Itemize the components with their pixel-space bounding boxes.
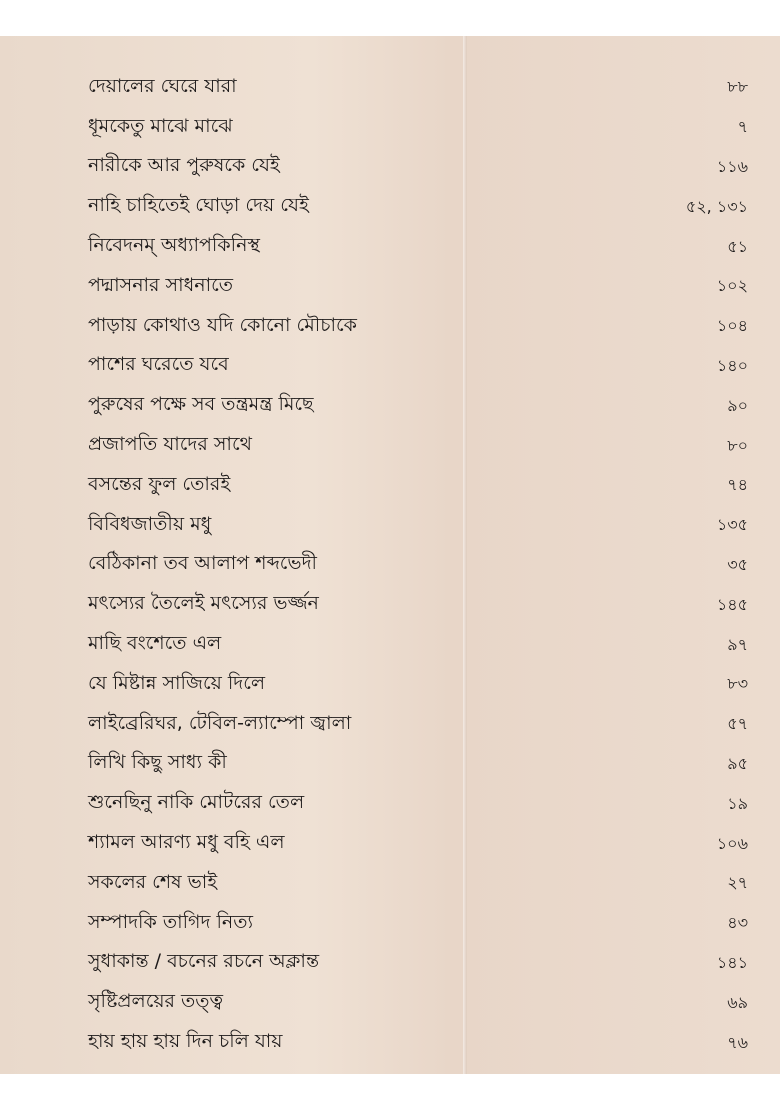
- entry-title: লাইব্রেরিঘর, টেবিল-ল্যাম্পো জ্বালা: [88, 711, 352, 734]
- entry-page-number: ৯০: [727, 395, 748, 415]
- entry-page-number: ৯৫: [727, 753, 748, 773]
- entry-title: নিবেদনম্‌ অধ্যাপকিনিস্থ: [88, 234, 260, 257]
- entry-page-number: ১৩৫: [716, 515, 748, 535]
- entry-page-number: ১৪০: [716, 355, 748, 375]
- entry-page-number: ১০৬: [716, 833, 748, 853]
- index-entry: [88, 466, 750, 506]
- index-entry: [88, 864, 750, 904]
- entry-title: মৎস্যের তৈলেই মৎস্যের ভর্জ্জন: [88, 592, 319, 615]
- entry-title: প্রজাপতি যাদের সাথে: [88, 433, 252, 456]
- index-entry: [88, 625, 750, 665]
- index-entry: [88, 745, 750, 785]
- entry-title: হায় হায় হায় দিন চলি যায়: [88, 1030, 283, 1053]
- entry-page-number: ৯৭: [727, 634, 748, 654]
- entry-title: বসন্তের ফুল তোরই: [88, 472, 231, 495]
- index-entry: [88, 227, 750, 267]
- index-entry: [88, 267, 750, 307]
- index-entry: [88, 347, 750, 387]
- entry-page-number: ৮০: [727, 435, 748, 455]
- index-entry: [88, 148, 750, 188]
- entry-page-number: ১৪৫: [716, 594, 748, 614]
- entry-page-number: ১০৪: [716, 316, 748, 336]
- entry-page-number: ১৪১: [716, 952, 748, 972]
- entry-title: নাহি চাহিতেই ঘোড়া দেয় যেই: [88, 194, 309, 217]
- entry-page-number: ৮৮: [727, 77, 748, 97]
- entry-page-number: ৬৯: [727, 992, 748, 1012]
- entry-title: বিবিধজাতীয় মধু: [88, 512, 212, 535]
- index-entry: [88, 1023, 750, 1063]
- book-page: [0, 36, 780, 1074]
- index-entry: [88, 585, 750, 625]
- index-entry: [88, 665, 750, 705]
- entry-title: মাছি বংশেতে এল: [88, 632, 222, 655]
- index-entry: [88, 386, 750, 426]
- entry-title: পাড়ায় কোথাও যদি কোনো মৌচাকে: [88, 313, 357, 336]
- entry-page-number: ৫৭: [727, 714, 748, 734]
- entry-page-number: ৭৪: [727, 475, 748, 495]
- entry-page-number: ৫২, ১৩১: [685, 196, 748, 216]
- entry-title: পাশের ঘরেতে যবে: [88, 353, 229, 376]
- entry-title: পুরুষের পক্ষে সব তন্ত্রমন্ত্র মিছে: [88, 393, 314, 416]
- entry-page-number: ৭: [737, 117, 748, 137]
- entry-title: পদ্মাসনার সাধনাতে: [88, 273, 233, 296]
- entry-title: শুনেছিনু নাকি মোটরের তেল: [88, 791, 305, 814]
- index-entry: [88, 187, 750, 227]
- entry-page-number: ২৭: [727, 873, 748, 893]
- entry-title: ধূমকেতু মাঝে মাঝে: [88, 114, 233, 137]
- entry-page-number: ১১৬: [716, 156, 748, 176]
- entry-page-number: ১০২: [716, 276, 748, 296]
- entry-page-number: ৫১: [727, 236, 748, 256]
- entry-page-number: ৮৩: [727, 674, 748, 694]
- entry-page-number: ৭৬: [727, 1032, 748, 1052]
- index-entry: [88, 546, 750, 586]
- index-entry: [88, 68, 750, 108]
- index-entry: [88, 944, 750, 984]
- index-entry: [88, 108, 750, 148]
- entry-title: সুধাকান্ত / বচনের রচনে অক্লান্ত: [88, 950, 320, 973]
- index-entry: [88, 705, 750, 745]
- entry-page-number: ৪৩: [727, 913, 748, 933]
- index-list: [88, 68, 750, 1063]
- entry-page-number: ১৯: [727, 793, 748, 813]
- entry-title: লিখি কিছু সাধ্য কী: [88, 751, 227, 774]
- entry-title: বেঠিকানা তব আলাপ শব্দভেদী: [88, 552, 317, 575]
- entry-title: সকলের শেষ ভাই: [88, 870, 218, 893]
- index-entry: [88, 904, 750, 944]
- index-entry: [88, 784, 750, 824]
- index-entry: [88, 983, 750, 1023]
- entry-title: সৃষ্টিপ্রলয়ের তত্ত্ব: [88, 990, 224, 1013]
- index-entry: [88, 307, 750, 347]
- entry-title: যে মিষ্টান্ন সাজিয়ে দিলে: [88, 671, 266, 694]
- index-entry: [88, 824, 750, 864]
- entry-title: শ্যামল আরণ্য মধু বহি এল: [88, 831, 285, 854]
- entry-page-number: ৩৫: [727, 554, 748, 574]
- entry-title: দেয়ালের ঘেরে যারা: [88, 74, 237, 97]
- entry-title: নারীকে আর পুরুষকে যেই: [88, 154, 280, 177]
- index-entry: [88, 506, 750, 546]
- entry-title: সম্পাদকি তাগিদ নিত্য: [88, 910, 254, 933]
- index-entry: [88, 426, 750, 466]
